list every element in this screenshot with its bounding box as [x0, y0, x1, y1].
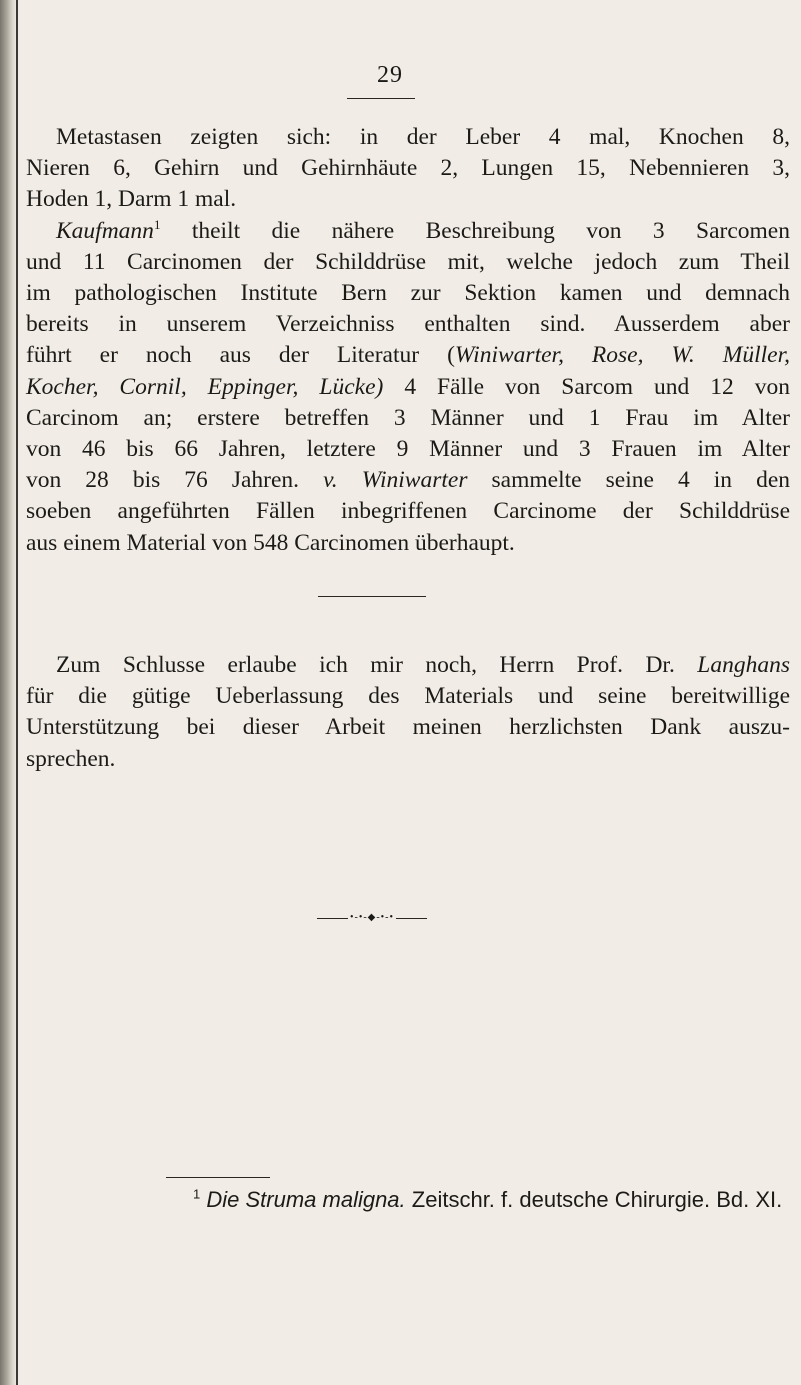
text-line: führt er noch aus der Literatur (Winiwarter, Rose, W. Müller, — [26, 342, 790, 369]
footnote-rule — [166, 1177, 270, 1178]
text-line: soeben angeführten Fällen inbegriffenen Carcinome der Schilddrüse — [26, 498, 790, 525]
footnote-citation: Zeitschr. f. deutsche Chirurgie. Bd. XI. — [405, 1187, 783, 1212]
text-line: und 11 Carcinomen der Schilddrüse mit, welche jedoch zum Theil — [26, 248, 790, 275]
author-list: Kocher, Cornil, Eppinger, Lücke) — [26, 373, 384, 400]
text-line: von 46 bis 66 Jahren, letztere 9 Männer und 3 Frauen im Alter — [26, 436, 790, 463]
text-line: Metastasen zeigten sich: in der Leber 4 mal, Knochen 8, — [56, 124, 790, 150]
author-langhans: Langhans — [697, 652, 790, 678]
ornament-glyphs: •-•-◆-•-• — [350, 912, 395, 923]
text-line: für die gütige Ueberlassung des Materials und seine bereitwillige — [26, 683, 790, 710]
author-list: Winiwarter, Rose, W. Müller, — [454, 342, 790, 369]
end-ornament — [317, 912, 427, 924]
text-line: Kaufmann$^1$ theilt die nähere Beschreibung von 3 Sarcomen — [56, 216, 790, 244]
text-line: im pathologischen Institute Bern zur Sektion kamen und demnach — [26, 280, 790, 307]
text-line: Nieren 6, Gehirn und Gehirnhäute 2, Lungen 15, Nebennieren 3, — [26, 155, 790, 182]
text-line: Carcinom an; erstere betreffen 3 Männer und 1 Frau im Alter — [26, 404, 790, 431]
paragraph-metastasen — [26, 122, 790, 559]
text-line: Unterstützung bei dieser Arbeit meinen herzlichsten Dank auszu- — [26, 714, 790, 741]
section-divider — [318, 596, 426, 597]
text-line: bereits in unserem Verzeichniss enthalten sind. Ausserdem aber — [26, 311, 790, 338]
text-line: Kocher, Cornil, Eppinger, Lücke) 4 Fälle von Sarcom und 12 von — [26, 373, 790, 400]
footnote — [193, 1187, 782, 1213]
text-line: Hoden 1, Darm 1 mal. — [26, 186, 237, 213]
text-line: Zum Schlusse erlaube ich mir noch, Herrn Prof. Dr. Langhans — [56, 652, 790, 678]
ornament-rule-right — [396, 918, 427, 919]
author-winiwarter: v. Winiwarter — [323, 467, 468, 494]
text-line: sprechen. — [26, 745, 116, 772]
paragraph-dank — [26, 650, 790, 775]
page-number: 29 — [377, 62, 403, 88]
page-number-rule — [347, 98, 415, 99]
binding-gutter — [0, 0, 16, 1385]
text-line: von 28 bis 76 Jahren. v. Winiwarter sammelte seine 4 in den — [26, 467, 790, 494]
binding-edge — [16, 0, 18, 1385]
text-line: aus einem Material von 548 Carcinomen überhaupt. — [26, 529, 515, 556]
footnote-marker: 1 — [193, 1186, 201, 1202]
footnote-ref: 1 — [153, 216, 161, 232]
footnote-title: Die Struma maligna. — [206, 1187, 406, 1212]
author-kaufmann: Kaufmann — [56, 217, 154, 244]
ornament-rule-left — [317, 918, 348, 919]
